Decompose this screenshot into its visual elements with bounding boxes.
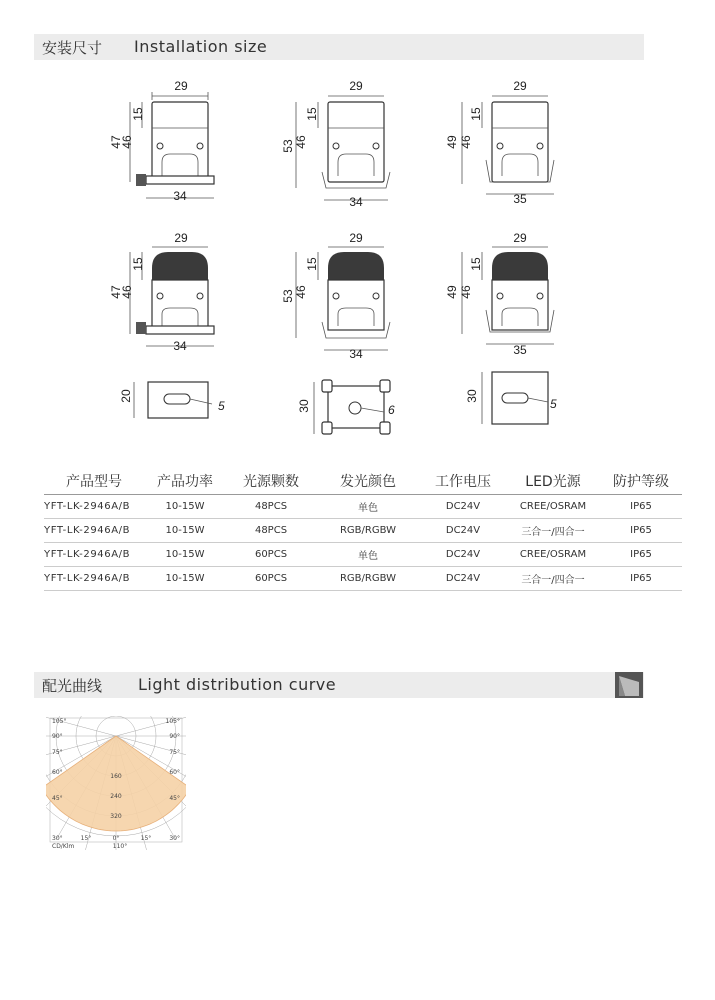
radial-label: 240 bbox=[110, 793, 122, 800]
dim-h-15: 15 bbox=[469, 257, 483, 271]
dim-h-49: 49 bbox=[445, 135, 459, 149]
cell-color: RGB/RGBW bbox=[316, 519, 420, 543]
cell-led-count: 48PCS bbox=[226, 519, 316, 543]
dim-h-46: 46 bbox=[459, 135, 473, 149]
header-ip: 防护等级 bbox=[600, 468, 682, 495]
installation-drawings bbox=[0, 0, 715, 460]
header-color: 发光颜色 bbox=[316, 468, 420, 495]
dim-width-top: 29 bbox=[349, 79, 363, 93]
dim-width-top: 29 bbox=[513, 231, 527, 245]
side-view-2 bbox=[297, 380, 395, 434]
cell-voltage: DC24V bbox=[420, 543, 506, 567]
drawing-4 bbox=[109, 231, 214, 353]
cell-power: 10-15W bbox=[144, 495, 226, 519]
dim-h-46: 46 bbox=[294, 135, 308, 149]
cell-led-count: 60PCS bbox=[226, 543, 316, 567]
dim-h-15: 15 bbox=[131, 107, 145, 121]
angle-label-left: 105° bbox=[52, 718, 67, 725]
installation-title-cn: 安装尺寸 bbox=[42, 39, 103, 57]
cell-led-source: 三合一/四合一 bbox=[506, 519, 600, 543]
header-model: 产品型号 bbox=[44, 468, 144, 495]
header-voltage: 工作电压 bbox=[420, 468, 506, 495]
drawing-1 bbox=[109, 79, 214, 203]
light-title-en: Light distribution curve bbox=[138, 675, 337, 694]
cell-model: YFT-LK-2946A/B bbox=[44, 519, 144, 543]
dim-width-bottom: 34 bbox=[349, 347, 363, 361]
dim-h-15: 15 bbox=[131, 257, 145, 271]
cell-model: YFT-LK-2946A/B bbox=[44, 543, 144, 567]
dim-h-20: 20 bbox=[119, 389, 133, 403]
header-led-count: 光源颗数 bbox=[226, 468, 316, 495]
angle-label-left: 30° bbox=[52, 835, 63, 842]
table-row bbox=[44, 519, 682, 543]
cell-color: RGB/RGBW bbox=[316, 567, 420, 591]
cell-ip: IP65 bbox=[600, 519, 682, 543]
dim-h-15: 15 bbox=[469, 107, 483, 121]
cell-led-source: 三合一/四合一 bbox=[506, 567, 600, 591]
cell-color: 单色 bbox=[316, 543, 420, 567]
dim-h-46: 46 bbox=[459, 285, 473, 299]
angle-label-left: 45° bbox=[52, 795, 63, 802]
table-row bbox=[44, 495, 682, 519]
angle-label-left: 75° bbox=[52, 749, 63, 756]
cell-model: YFT-LK-2946A/B bbox=[44, 495, 144, 519]
angle-label-left: 60° bbox=[52, 769, 63, 776]
angle-label-left: 90° bbox=[52, 733, 63, 740]
installation-title-en: Installation size bbox=[134, 37, 268, 56]
dim-d-6: 6 bbox=[388, 403, 395, 417]
dim-width-bottom: 34 bbox=[173, 339, 187, 353]
chart-unit: CD/Klm bbox=[52, 843, 75, 850]
dim-d-5: 5 bbox=[550, 397, 557, 411]
dim-h-46: 46 bbox=[120, 135, 134, 149]
radial-label: 320 bbox=[110, 813, 122, 820]
cell-ip: IP65 bbox=[600, 567, 682, 591]
angle-label-bottom: 15° bbox=[80, 835, 92, 842]
dim-d-5: 5 bbox=[218, 399, 225, 413]
cell-voltage: DC24V bbox=[420, 567, 506, 591]
light-distribution-header bbox=[34, 672, 644, 698]
side-view-1 bbox=[119, 382, 225, 418]
cell-color: 单色 bbox=[316, 495, 420, 519]
table-row bbox=[44, 543, 682, 567]
spec-table bbox=[44, 468, 682, 591]
drawing-6 bbox=[445, 231, 554, 357]
cell-power: 10-15W bbox=[144, 519, 226, 543]
angle-label-bottom: 0° bbox=[112, 835, 120, 842]
dim-width-top: 29 bbox=[513, 79, 527, 93]
cell-ip: IP65 bbox=[600, 495, 682, 519]
dim-h-47: 47 bbox=[109, 285, 123, 299]
cell-led-count: 48PCS bbox=[226, 495, 316, 519]
light-title-cn: 配光曲线 bbox=[42, 677, 103, 695]
dim-h-15: 15 bbox=[305, 107, 319, 121]
dim-h-47: 47 bbox=[109, 135, 123, 149]
angle-label-right: 75° bbox=[169, 749, 180, 756]
dim-h-30: 30 bbox=[465, 389, 479, 403]
side-view-3 bbox=[465, 372, 557, 424]
cell-model: YFT-LK-2946A/B bbox=[44, 567, 144, 591]
dim-width-top: 29 bbox=[349, 231, 363, 245]
drawing-5 bbox=[281, 231, 390, 361]
angle-label-right: 105° bbox=[165, 718, 180, 725]
dim-h-53: 53 bbox=[281, 139, 295, 153]
dim-width-bottom: 34 bbox=[349, 195, 363, 209]
angle-label-bottom: 15° bbox=[140, 835, 152, 842]
cell-power: 10-15W bbox=[144, 567, 226, 591]
dim-width-top: 29 bbox=[174, 231, 188, 245]
cell-ip: IP65 bbox=[600, 543, 682, 567]
angle-label-right: 45° bbox=[169, 795, 180, 802]
dim-h-30: 30 bbox=[297, 399, 311, 413]
cell-led-source: CREE/OSRAM bbox=[506, 495, 600, 519]
radial-label: 160 bbox=[110, 773, 122, 780]
dim-h-46: 46 bbox=[294, 285, 308, 299]
dim-width-bottom: 34 bbox=[173, 189, 187, 203]
angle-label-right: 90° bbox=[169, 733, 180, 740]
cell-power: 10-15W bbox=[144, 543, 226, 567]
dim-width-bottom: 35 bbox=[513, 192, 527, 206]
dim-h-53: 53 bbox=[281, 289, 295, 303]
dim-width-bottom: 35 bbox=[513, 343, 527, 357]
table-row bbox=[44, 567, 682, 591]
table-header-row bbox=[44, 468, 682, 495]
dim-h-49: 49 bbox=[445, 285, 459, 299]
cell-voltage: DC24V bbox=[420, 519, 506, 543]
drawing-2 bbox=[281, 79, 390, 209]
dim-h-15: 15 bbox=[305, 257, 319, 271]
angle-label-right: 30° bbox=[169, 835, 180, 842]
corner-logo-icon bbox=[615, 672, 643, 698]
cell-led-count: 60PCS bbox=[226, 567, 316, 591]
header-power: 产品功率 bbox=[144, 468, 226, 495]
cell-led-source: CREE/OSRAM bbox=[506, 543, 600, 567]
drawing-3 bbox=[445, 79, 554, 206]
chart-beam-angle: 110° bbox=[112, 843, 128, 850]
header-led-source: LED光源 bbox=[506, 468, 600, 495]
cell-voltage: DC24V bbox=[420, 495, 506, 519]
dim-width-top: 29 bbox=[174, 79, 188, 93]
angle-label-right: 60° bbox=[169, 769, 180, 776]
light-distribution-chart bbox=[46, 716, 186, 850]
dim-h-46: 46 bbox=[120, 285, 134, 299]
